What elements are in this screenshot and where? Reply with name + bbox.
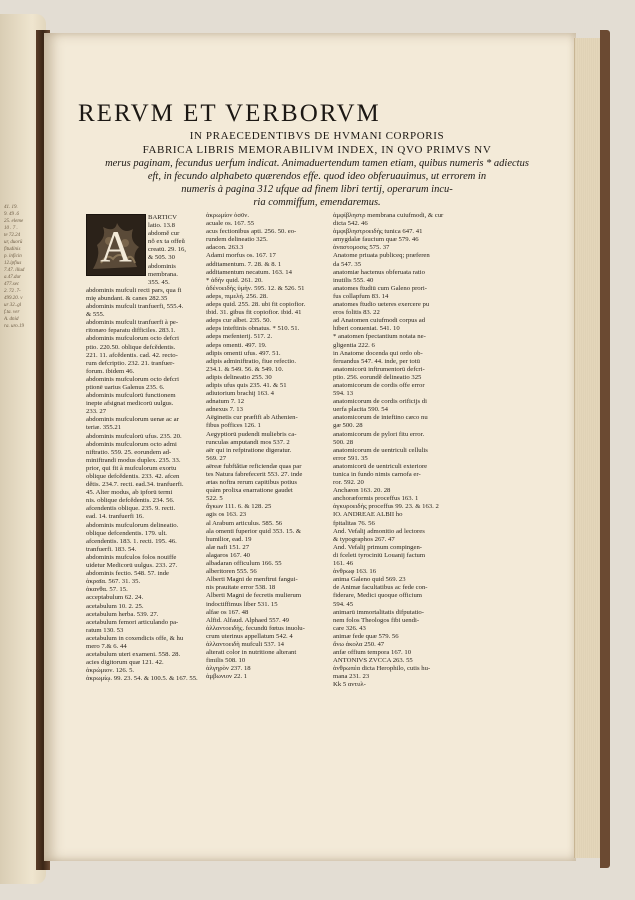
index-entry-line: acetabulum uteri exameni. 558. 28. [86,651,181,659]
index-entry-line: 500. 28 [333,438,354,446]
index-entry-line: latio. 13.8 [148,222,175,230]
index-entry-line: ala omenti fuperior quid 353. 15. & [206,527,302,535]
index-entry-line: acies digitorum quæ 121. 42. [86,659,164,667]
index-entry-line: ratum 130. 53 [86,626,124,634]
index-entry-line: 522. 5 [206,495,223,503]
index-entry-line: dĕtis. 234.7. recti. ead.34. tranfuerfi. [86,481,184,489]
index-entry-line: adeps cur albet. 235. 50. [206,317,272,325]
index-entry-line: oblique defcendentis. 179. ult. [86,529,167,537]
index-entry-line: inutilis 555. 40 [333,276,374,284]
index-entry-line: tranfuerfi. 183. 54. [86,545,137,553]
index-entry-line: mana 231. 23 [333,673,370,681]
index-entry-line: anatomicorum de pylori fitu error. [333,430,425,438]
index-entry-line: dicta 542. 46 [333,220,368,228]
index-entry-line: abdominis mufculorum octo admi [86,440,177,448]
index-entry-line: care 326. 43 [333,624,366,632]
index-entry-line: inepte afsignat medicorū uulgus. [86,400,174,408]
index-entry-line: niftratio. 559. 25. eorundem ad- [86,448,172,456]
index-entry-line: ἄνω ἀκολα 250. 47 [333,640,385,648]
index-entry-line: da 547. 35 [333,260,362,268]
index-entry-line: adipis adminiftratio, fiue refectio. [206,357,297,365]
facing-page-line: 12.ipfius [4,261,22,266]
index-entry-line: eros folitis 83. 22 [333,309,380,317]
index-entry-line: al Arabum articulus. 585. 56 [206,519,283,527]
index-entry-line: adeps quid. 255. 28. ubi fit copiofior. [206,301,306,309]
index-entry-line: error 591. 35 [333,454,368,462]
index-entry-line: anatomicorum de cordis offe error [333,381,425,389]
initial-letter: A [100,222,132,271]
index-entry-line: 161. 46 [333,560,354,568]
index-entry-line: rum defcriptio. 232. 21. tranfuer- [86,359,175,367]
index-entry-line: abdominis mufculorum octo defcri [86,375,180,383]
index-entry-line: abdominis mufculi tranfuerfi, 555.4. [86,303,184,311]
index-entry-line: 355. 45. [148,278,170,286]
index-entry-line: acetabulum 10. 2. 25. [86,602,144,610]
index-entry-line: 221. 11. afcĕdentis. cad. 42. recto- [86,351,178,359]
index-entry-line: indoctiffimus liber 531. 15 [206,600,278,608]
index-entry-line: ætas noftra rerum capitibus potius [206,479,298,487]
index-entry-line: Aëginetis cur præfifi ab Athenien- [206,414,298,422]
index-entry-line: uidetur Medicorū uulgus. 233. 27. [86,562,178,570]
index-entry-line: acetabulum femori articulando pa- [86,618,179,626]
index-entry-line: alterati color in nutritione alterant [206,649,297,657]
index-entry-line: acetabulum herba. 539. 27. [86,610,159,618]
facing-page-fragments [4,204,40,330]
facing-page-line: a.47.dur [4,275,21,280]
index-entry-line: abdominis fectio. 548. 57. inde [86,570,170,578]
index-entry-line: ἀλλαντοειδὴ mufculi 537. 14 [206,640,285,648]
facing-page-line: 477.sec [4,282,20,287]
index-entry-line: acceptabulum 62. 24. [86,594,144,602]
index-column-1 [86,214,208,683]
index-entry-line: abdominis mufculorum octo defcri [86,335,180,343]
index-entry-line: anatomicorū inftrumentorū defcri- [333,365,425,373]
index-entry-line: anatomes ftudiū cum Galeno prori- [333,284,427,292]
index-entry-line: tunica in fundo nimis carnofa er- [333,471,421,478]
facing-page-line: 10 . 7 . [4,226,18,231]
index-entry-line: abdominis [148,262,176,270]
subtitle-italic-4: ria commiffum, emendaremus. [253,197,381,208]
facing-page-line: 2. 72 .7- [4,289,21,294]
facing-page-line: A. dnid [4,317,19,322]
index-entry-line: ἀνθρωπέα dicta Herophilo, cutis hu- [333,665,431,673]
index-entry-line: anatomicorum de cordis orificijs di [333,398,427,406]
index-entry-line: ptionē uarius Galenus 235. 6. [86,383,165,391]
index-entry-line: ἀκανθα. 57. 15. [86,586,128,594]
index-entry-line: adeps mefenterij. 517. 2. [206,333,273,341]
index-entry-line: amygdalæ faucium quæ 579. 46 [333,236,419,244]
index-entry-line: abdominis mufculorum uenæ ac ar [86,416,179,424]
index-entry-line: fibus poffices 126. 1 [206,422,261,430]
index-entry-line: Kk 5 αντυλ- [333,681,366,689]
index-entry-line: miniftrandi modus duplex. 235. 33. [86,456,181,464]
subtitle-italic-3: numeris à pagina 312 ufque ad finem libri tertij, operarum incu- [181,184,453,195]
index-entry-line: fus collapfum 83. 14 [333,292,389,300]
index-entry-line: 569. 27 [206,454,227,462]
index-entry-line: ἀκρωμίον ὀσῦν. [206,212,249,219]
index-entry-line: anatomicorum de uentriculi cellulis [333,446,428,454]
index-entry-line: afcendentis. 183. 1. recti. 195. 46. [86,537,177,545]
index-entry-line: IO. ANDREAE ALBII ho [333,511,403,519]
index-entry-line: Alberti Magni de fecretis mulierum [206,592,302,600]
index-entry-line: ἀνθρωφ 163. 16 [333,568,377,576]
index-entry-line: additamentum. 7. 28. & 8. 1 [206,260,282,268]
index-entry-line: feruandus 547. 44. inde, per totū [333,357,420,365]
index-entry-line: agis os 163. 23 [206,511,247,519]
subtitle-line-1: IN PRAECEDENTIBVS DE HVMANI CORPORIS [189,130,445,142]
index-entry-line: BARTICV [148,214,177,221]
index-entry-line: Adami morfus os. 167. 17 [206,252,276,260]
page-block-edge [574,38,603,858]
index-entry-line: & 505. 30 [148,254,175,262]
index-entry-line: ἀδένοειδὴς ὑμὴν. 595. 12. & 526. 51 [206,284,305,292]
index-entry-line: aër qui in refpiratione digeratur. [206,446,292,454]
index-entry-line: forum. ibidem 46. [86,367,135,375]
index-entry-line: teriæ. 355.21 [86,424,122,432]
index-entry-line: abdominis mufculi recti pars, qua fi [86,286,182,294]
index-entry-line: Anchæon 163. 20. 28 [333,487,391,495]
index-entry-line: mię abundant. & canes 282.35 [86,294,168,302]
index-entry-line: anima Galeno quid 569. 23 [333,576,406,584]
index-entry-line: And. Vefalij primum compingen- [333,543,423,551]
index-column-3 [333,212,457,690]
index-entry-line: Alfid. Alfaud. Alphaed 557. 49 [206,616,290,624]
facing-page-line: 7.47. illud [4,268,25,273]
index-entry-line: gligentia 222. 6 [333,341,375,349]
index-entry-line: ror. 592. 20 [333,479,364,487]
index-entry-line: adiutorium brachij 163. 4 [206,390,274,398]
facing-page-line: te 72.24 [4,233,21,238]
index-entry-line: 233. 27 [86,408,107,416]
index-entry-line: adipis omenti ufus. 497. 51. [206,349,281,357]
facing-page-line: ur 32..gl [4,303,22,308]
subtitle-italic-1: merus paginam, fecundus uerfum indicat. Animaduertendum tamen etiam, quibus numeris * adiectus [105,158,529,169]
facing-page-line: p. inficin [4,254,22,259]
index-entry-line: ptio. 256. eorundĕ delineatio 325 [333,373,422,381]
index-entry-line: anatomicorū de uentriculi exteriore [333,462,428,470]
index-entry-line: adeps omenti. 497. 19. [206,341,267,349]
subtitle-line-2: FABRICA LIBRIS MEMORABILIVM INDEX, IN QVO PRIMVS NV [142,144,492,156]
index-entry-line: & 555. [86,311,105,319]
index-entry-line: humilior, ead. 19 [206,535,252,543]
index-entry-line: crum uterinus appellatum 542. 4 [206,632,293,640]
index-entry-line: fimilis 508. 10 [206,657,246,665]
index-entry-line: gæ 500. 28 [333,422,363,430]
facing-page-line: ur, duorü [4,240,23,245]
index-entry-line: abdomĕ cur [148,230,180,238]
index-entry-line: nŏ ex ta offeŭ [148,238,185,246]
index-entry-line: nem folos Theologos fibi uendi- [333,616,420,624]
index-entry-line: anatomes ftudio ueteres exercere pu [333,301,430,309]
index-entry-line: nis prauitate error 538. 18 [206,584,276,592]
index-entry-line: di fceleti tyrociniū Louanij factum [333,551,426,559]
index-entry-line: ἀμφίβληστρ membrana cuiufmodi, & cur [333,212,444,219]
index-entry-line: nis. oblique defcĕdentis. 234. 56. [86,497,175,505]
index-entry-line: anchoræformis proceffus 163. 1 [333,495,419,503]
index-column-2 [206,212,330,681]
index-entry-line: membrana. [148,270,178,278]
index-entry-line: abdominis mufculorum delineatio. [86,521,179,529]
index-entry-line: abdominis mufculi tranfuerfi à pe- [86,319,179,327]
index-entry-line: uerfa placita 590. 54 [333,406,388,414]
index-entry-line: And. Vefalij admonitio ad lectores [333,527,425,535]
index-entry-line: acuale os. 167. 55 [206,220,255,228]
index-entry-line: * anatomen fpectantium notata ne- [333,333,426,341]
index-entry-line: anatomiæ hactenus obferuata ratio [333,268,425,276]
index-entry-line: & typographos 267. 47 [333,535,395,543]
index-entry-line: quàm prolixa enarratione gaudet [206,487,293,495]
index-entry-line: alæ nafi 151. 27 [206,543,250,551]
index-entry-line: in Anatome docenda qui ordo ob- [333,349,423,357]
facing-page-line: f.ta. ver [4,310,20,315]
index-entry-line: runculas amputandi mos 537. 2 [206,438,290,446]
index-entry-line: additamentum necatum. 163. 14 [206,268,292,276]
index-entry-line: adipis delineatio 255. 30 [206,373,272,381]
index-entry-line: ἀμφιβληστροειδὴς tunica 647. 41 [333,228,423,236]
index-entry-line: Aegyptiorū pudendi muliebris ca- [206,430,297,438]
index-entry-line: Anatome priuata publiceq; præferen [333,252,430,260]
index-entry-line: ptio. 220.50. oblique defcĕdentis. [86,343,176,351]
index-entry-line: ibid. 31. gibus fit copiofior. ibid. 41 [206,309,302,317]
index-entry-line: alberitoren 555. 56 [206,568,257,576]
index-entry-line: ἀκρωμίῳ. 99. 23. 54. & 100.5. & 167. 55. [86,675,198,683]
index-entry-line: fiderare, Medici quoque officium [333,592,423,600]
facing-page-line: 499.20. v [4,296,23,301]
index-entry-line: ἄγκων 111. 6. & 128. 25 [206,503,272,511]
index-entry-line: 45. Alter modus, ab ipforū termi [86,489,173,497]
index-entry-line: tes Natura fabrefecerit 553. 27. inde [206,471,303,478]
index-entry-line: anatomicorum de inteftino cæco nu [333,414,428,422]
facing-page-line: fitudinis [4,247,21,252]
facing-page-line: 41. 19. [4,205,18,210]
index-entry-line: acetabulum in coxendicis offe, & hu [86,634,184,642]
index-entry-line: abdominis mufculorū ufus. 235. 20. [86,432,182,440]
index-entry-line: acus fectionibus apti. 256. 50. eo- [206,228,297,236]
index-entry-line: ἀκρώμιον. 126. 5. [86,667,135,675]
index-entry-line: * ἀδὴν quid. 261. 20. [206,276,263,284]
index-entry-line: 234.1. & 549. 56. & 549. 10. [206,365,284,373]
index-entry-line: ἀλγηρὸν 237. 18 [206,665,251,673]
index-entry-line: creatū. 29. 16, [148,246,187,254]
index-entry-line: abdominis mufculos folos nouiffe [86,553,177,561]
index-entry-line: ἀλλαντοειδὴς. fecundū fœtus inuolu- [206,624,305,632]
index-entry-line: de Animæ facultatibus ac fede con- [333,584,428,592]
page-title: RERVM ET VERBORVM [78,100,381,127]
facing-page-line: ra. uro.19 [4,324,24,329]
subtitle-italic-2: eft, in fecundo alphabeto quærendos effe. quod ideo obferuauimus, ut errorem in [147,171,487,182]
index-entry-line: animæ fede quæ 579. 56 [333,632,399,640]
index-entry-line: ἀγκυροειδὴς proceffus 99. 23. & 163. 2 [333,503,439,511]
index-entry-line: 594. 13 [333,390,354,398]
index-entry-line: adeps, πιμελή. 256. 28. [206,292,268,300]
index-entry-line: adipis ufus quis 235. 41. & 51 [206,381,287,389]
index-entry-line: mero 7.& 6. 44 [86,642,127,650]
index-entry-line: hiberi conueniat. 541. 10 [333,325,400,333]
book-cover-edge [600,30,610,868]
index-entry-line: rundem delineatio 325. [206,236,268,244]
index-entry-line: Alberti Magni de menftrui fangui- [206,576,298,584]
index-entry-line: animarū immortalitatis difputatio- [333,608,425,616]
index-entry-line: 594. 45 [333,600,354,608]
index-entry-line: aëreæ fubftătiæ reficiendæ quas par [206,462,302,470]
index-entry-line: ἀκραῖα. 567. 31. 35. [86,578,141,586]
index-entry-line: albadaran officulum 166. 55 [206,560,282,568]
facing-page-line: 9. 49 .6 [4,212,19,217]
index-entry-line: adnexus 7. 13 [206,406,243,414]
index-entry-line: ead. 14. tranfuerfi 16. [86,513,144,521]
index-entry-line: adnatum 7. 12 [206,398,245,406]
facing-page-line: 25. eleme [4,219,24,224]
index-entry-line: prior, qui fit à mufculorum exortu [86,464,177,472]
index-entry-line: ἀμβωνιον 22. 1 [206,673,248,681]
index-entry-line: oblique defcĕdentis. 233. 42. afcen [86,473,180,480]
index-entry-line: adeps inteftinis obnatus. * 510. 51. [206,325,300,333]
index-entry-line: ritonæo feparatu difficiles. 283.1. [86,327,176,335]
index-entry-line: abdominis mufculorū functionem [86,392,176,400]
index-entry-line: adacon. 263.3 [206,244,244,252]
index-entry-line: ἀναστομοσις 575. 37 [333,244,390,252]
index-entry-line: ANTONIVS ZVCCA 263. 55 [333,657,413,665]
index-entry-line: afcendentis oblique. 235. 9. recti. [86,505,176,513]
index-entry-line: ad Anatomen cuiufmodi corpus ad [333,317,426,325]
index-entry-line: alfae os 167. 48 [206,608,249,616]
index-entry-line: anfæ offium tempora 167. 10 [333,649,412,657]
index-entry-line: alagaros 167. 40 [206,551,251,559]
index-entry-line: fpitalitas 76. 56 [333,519,375,527]
